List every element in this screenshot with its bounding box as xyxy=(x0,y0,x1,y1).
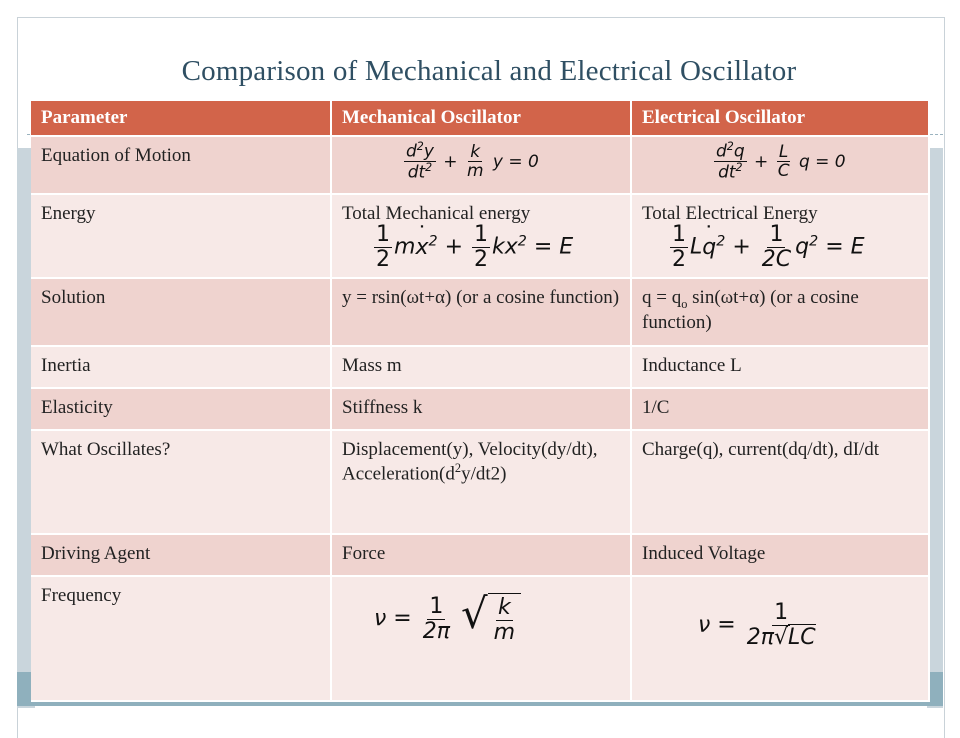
mech-cell: Stiffness k xyxy=(331,388,631,430)
mech-frequency-cell xyxy=(331,576,631,701)
mech-oscillates-text-end: y/dt2) xyxy=(461,463,507,485)
elec-solution-cell xyxy=(631,278,929,346)
table-row xyxy=(31,136,929,194)
elec-cell: 1/C xyxy=(631,388,929,430)
elec-solution-suffix: sin(ωt+α) (or a cosine function) xyxy=(642,287,859,333)
mech-equation-cell xyxy=(331,136,631,194)
header-parameter: Parameter xyxy=(31,101,331,136)
elec-frequency-formula: ν = $\frac{1}{2\pi√LC}$ xyxy=(698,600,816,651)
table-header-row xyxy=(31,101,929,136)
mech-solution-cell: y = rsin(ωt+α) (or a cosine function) xyxy=(331,278,631,346)
elec-equation-formula: $\frac{d^2q}{dt^2}$ + $\frac{L}{C}$ q = 0 xyxy=(716,140,846,183)
param-cell: Elasticity xyxy=(31,388,331,430)
elec-cell: Charge(q), current(dq/dt), dI/dt xyxy=(631,430,929,534)
mech-cell: Mass m xyxy=(331,346,631,388)
mech-oscillates-cell xyxy=(331,430,631,534)
table-row xyxy=(31,534,929,576)
elec-solution-prefix: q = q xyxy=(642,287,682,308)
elec-energy-label: Total Electrical Energy xyxy=(642,203,818,224)
mech-energy-label: Total Mechanical energy xyxy=(342,203,531,224)
mech-oscillates-superscript: 2 xyxy=(454,461,462,475)
param-cell: Equation of Motion xyxy=(31,136,331,194)
header-electrical: Electrical Oscillator xyxy=(631,101,929,136)
table-row xyxy=(31,388,929,430)
elec-equation-cell xyxy=(631,136,929,194)
param-cell: What Oscillates? xyxy=(31,430,331,534)
mech-oscillates-text: Displacement(y), Velocity(dy/dt), Acceleration(d xyxy=(342,439,598,485)
param-cell: Energy xyxy=(31,194,331,278)
table-row xyxy=(31,278,929,346)
comparison-table xyxy=(31,101,930,702)
elec-energy-cell xyxy=(631,194,929,278)
mech-equation-formula: $\frac{d^2y}{dt^2}$ + $\frac{k}{m}$ y = 0 xyxy=(406,140,539,183)
mech-energy-formula: $\frac{1}{2}$ mx ˙$^2$ + $\frac{1}{2}$ $kx^2 = E$ xyxy=(372,223,620,272)
param-cell: Solution xyxy=(31,278,331,346)
table-row xyxy=(31,576,929,701)
elec-solution-subscript: o xyxy=(681,296,688,311)
elec-cell: Inductance L xyxy=(631,346,929,388)
param-cell: Driving Agent xyxy=(31,534,331,576)
header-mechanical: Mechanical Oscillator xyxy=(331,101,631,136)
mech-cell: Force xyxy=(331,534,631,576)
elec-energy-formula: $\frac{1}{2}$ Lq ˙$^2$ + $\frac{1}{2C}$ $q^2 = E$ xyxy=(668,223,918,272)
mech-energy-cell xyxy=(331,194,631,278)
elec-frequency-cell xyxy=(631,576,929,701)
slide-title: Comparison of Mechanical and Electrical Oscillator xyxy=(181,55,797,87)
table-row xyxy=(31,430,929,534)
table-row xyxy=(31,346,929,388)
elec-cell: Induced Voltage xyxy=(631,534,929,576)
param-cell: Inertia xyxy=(31,346,331,388)
table-row xyxy=(31,194,929,278)
param-cell: Frequency xyxy=(31,576,331,701)
mech-frequency-formula: ν = $\frac{1}{2\pi}$ √ $\frac{k}{m}$ xyxy=(374,593,620,645)
